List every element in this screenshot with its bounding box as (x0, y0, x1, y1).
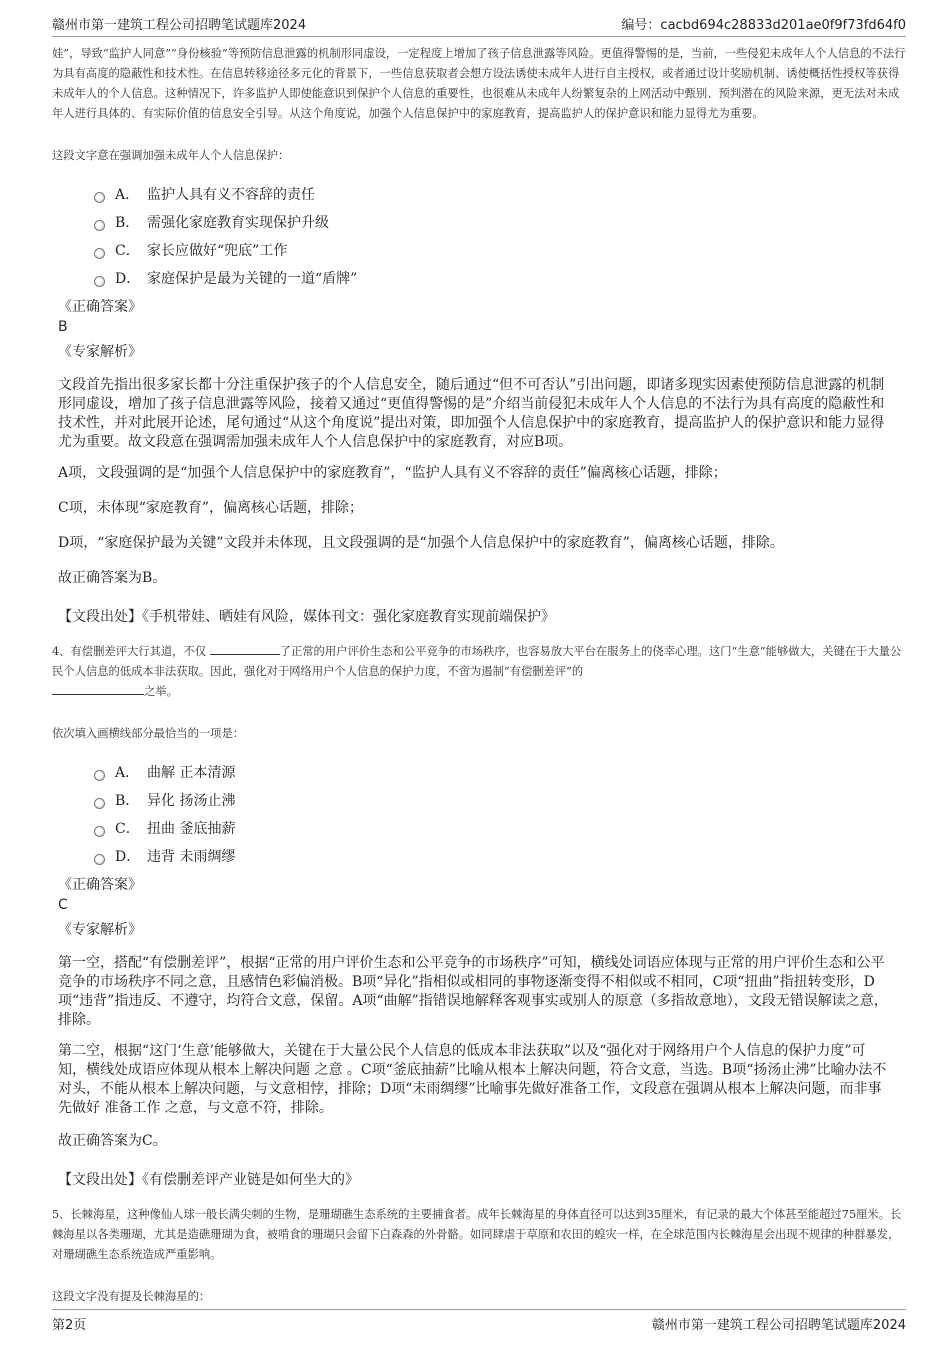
q4-option-d[interactable]: D． 违背 未雨绸缪 (94, 842, 908, 870)
page-number: 第2页 (52, 1318, 87, 1333)
q4-question: 依次填入画横线部分最恰当的一项是： (52, 727, 245, 740)
q4-answer: C (58, 897, 68, 913)
radio-icon[interactable] (94, 220, 105, 231)
q3-option-b[interactable]: B． 需强化家庭教育实现保护升级 (94, 208, 908, 236)
source-label: 【文段出处】 (58, 609, 142, 625)
q4-option-b[interactable]: B． 异化 扬汤止沸 (94, 786, 908, 814)
page-header (52, 14, 906, 34)
q3-analysis-4: D项，“家庭保护最为关键”文段并未体现，且文段强调的是“加强个人信息保护中的家庭教育”，偏离核心话题，排除。 (58, 535, 784, 551)
q4-source (58, 1169, 908, 1189)
page-footer (52, 1314, 906, 1334)
radio-icon[interactable] (94, 248, 105, 259)
radio-icon[interactable] (94, 770, 105, 781)
q3-option-d[interactable]: D． 家庭保护是最为关键的一道“盾牌” (94, 264, 908, 292)
q3-analysis-1: 文段首先指出很多家长都十分注重保护孩子的个人信息安全，随后通过“但不可否认”引出问题，即诸多现实因素使预防信息泄露的机制形同虚设，增加了孩子信息泄露等风险，接着又通过“更值得警惕的是”介绍当前侵犯未成年人个人信息的不法行为具有高度的隐蔽性和技术性，并对此展开论述，尾句通过“从这个角度说”提出对策，即加强个人信息保护中的家庭教育，提高监护人的保护意识和能力显得尤为重要。故文段意在强调需加强未成年人个人信息保护中的家庭教育，对应B项。 (58, 377, 885, 450)
q3-source (58, 606, 908, 626)
source-label: 【文段出处】 (58, 1172, 142, 1188)
q4-analysis-2: 第二空，根据“这门‘生意’能够做大，关键在于大量公民个人信息的低成本非法获取”以及“强化对于网络用户个人信息的保护力度”可知，横线处成语应体现从根本上解决问题 之意 。C项“釜底抽薪”比喻从根本上解决问题，符合文意，当选。B项“扬汤止沸”比喻办法不对头，不能从根本上解决问题，与文意相悖，排除；D项“未雨绸缪”比喻事先做好准备工作，文段意在强调从根本上解决问题，而非事先做好 准备工作 之意，与文意不符，排除。 (58, 1043, 887, 1116)
q3-answer-label: 《正确答案》 (58, 299, 142, 315)
q3-question: 这段文字意在强调加强未成年人个人信息保护： (52, 149, 290, 162)
q4-options (94, 758, 908, 870)
q3-analysis-label: 《专家解析》 (58, 344, 142, 360)
radio-icon[interactable] (94, 798, 105, 809)
source-title: 《有偿删差评产业链是如何坐大的》 (142, 1172, 359, 1188)
q4-answer-label: 《正确答案》 (58, 877, 142, 893)
page-content (52, 44, 908, 1307)
q4-analysis-label: 《专家解析》 (58, 922, 142, 938)
fill-blank-2[interactable] (52, 682, 144, 695)
q3-option-c[interactable]: C． 家长应做好“兜底”工作 (94, 236, 908, 264)
header-serial: 编号：cacbd694c28833d201ae0f9f73fd64f0 (621, 18, 906, 33)
q3-analysis-5: 故正确答案为B。 (58, 570, 167, 586)
q4-option-c[interactable]: C． 扭曲 釜底抽薪 (94, 814, 908, 842)
radio-icon[interactable] (94, 192, 105, 203)
header-title: 赣州市第一建筑工程公司招聘笔试题库2024 (52, 18, 307, 33)
q4-passage: 4、有偿删差评大行其道，不仅 了正常的用户评价生态和公平竞争的市场秩序，也容易放大平台在服务上的侥幸心理。这门“生意”能够做大，关键在于大量公民个人信息的低成本非法获取。因此，强化对于网络用户个人信息的保护力度，不啻为遏制“有偿删差评”的 之举。 (52, 642, 908, 702)
fill-blank-1[interactable] (210, 642, 280, 655)
radio-icon[interactable] (94, 826, 105, 837)
q3-options (94, 180, 908, 292)
q3-analysis-2: A项，文段强调的是“加强个人信息保护中的家庭教育”，“监护人具有义不容辞的责任”偏离核心话题，排除； (58, 465, 727, 481)
source-title: 《手机带娃、晒娃有风险，媒体刊文：强化家庭教育实现前端保护》 (142, 609, 555, 625)
q4-analysis-3: 故正确答案为C。 (58, 1133, 167, 1149)
q4-option-a[interactable]: A． 曲解 正本清源 (94, 758, 908, 786)
q5-question: 这段文字没有提及长棘海星的： (52, 1290, 211, 1303)
q4-analysis-1: 第一空，搭配“有偿删差评”，根据“正常的用户评价生态和公平竞争的市场秩序”可知，横线处词语应体现与正常的用户评价生态和公平竞争的市场秩序不同之意，且感情色彩偏消极。B项“异化”指相似或相同的事物逐渐变得不相似或不相同，C项“扭曲”指扭转变形，D项“违背”指违反、不遵守，均符合文意，保留。A项“曲解”指错误地解释客观事实或别人的原意（多指故意地），文段无错误解读之意，排除。 (58, 955, 888, 1028)
radio-icon[interactable] (94, 854, 105, 865)
q3-passage: 娃”，导致“监护人同意”“身份核验”等预防信息泄露的机制形同虚设，一定程度上增加了孩子信息泄露等风险。更值得警惕的是，当前，一些侵犯未成年人个人信息的不法行为具有高度的隐蔽性和技术性。在信息转移途径多元化的背景下，一些信息获取者会想方设法诱使未成年人进行自主授权，或者通过设计奖励机制、诱使概括性授权等获得未成年人的个人信息。这种情况下，许多监护人即使能意识到保护个人信息的重要性，也很难从未成年人纷繁复杂的上网活动中甄别、预判潜在的风险来源，更无法对未成年人进行具体的、有实际价值的信息安全引导。从这个角度说，加强个人信息保护中的家庭教育，提高监护人的保护意识和能力显得尤为重要。 (52, 47, 906, 120)
q3-analysis-3: C项，未体现“家庭教育”，偏离核心话题，排除； (58, 500, 364, 516)
q3-option-a[interactable]: A． 监护人具有义不容辞的责任 (94, 180, 908, 208)
q3-answer: B (58, 319, 68, 335)
footer-rule (52, 1309, 906, 1310)
radio-icon[interactable] (94, 276, 105, 287)
footer-title: 赣州市第一建筑工程公司招聘笔试题库2024 (651, 1318, 906, 1333)
q5-passage: 5、长棘海星，这种像仙人球一般长满尖刺的生物，是珊瑚礁生态系统的主要捕食者。成年长棘海星的身体直径可以达到35厘米，有记录的最大个体甚至能超过75厘米。长棘海星以各类珊瑚，尤其是造礁珊瑚为食，被啃食的珊瑚只会留下白森森的外骨骼。如同肆虐于草原和农田的蝗灾一样，在全球范围内长棘海星会出现不规律的种群暴发，对珊瑚礁生态系统造成严重影响。 (52, 1208, 902, 1261)
header-rule (52, 36, 906, 37)
